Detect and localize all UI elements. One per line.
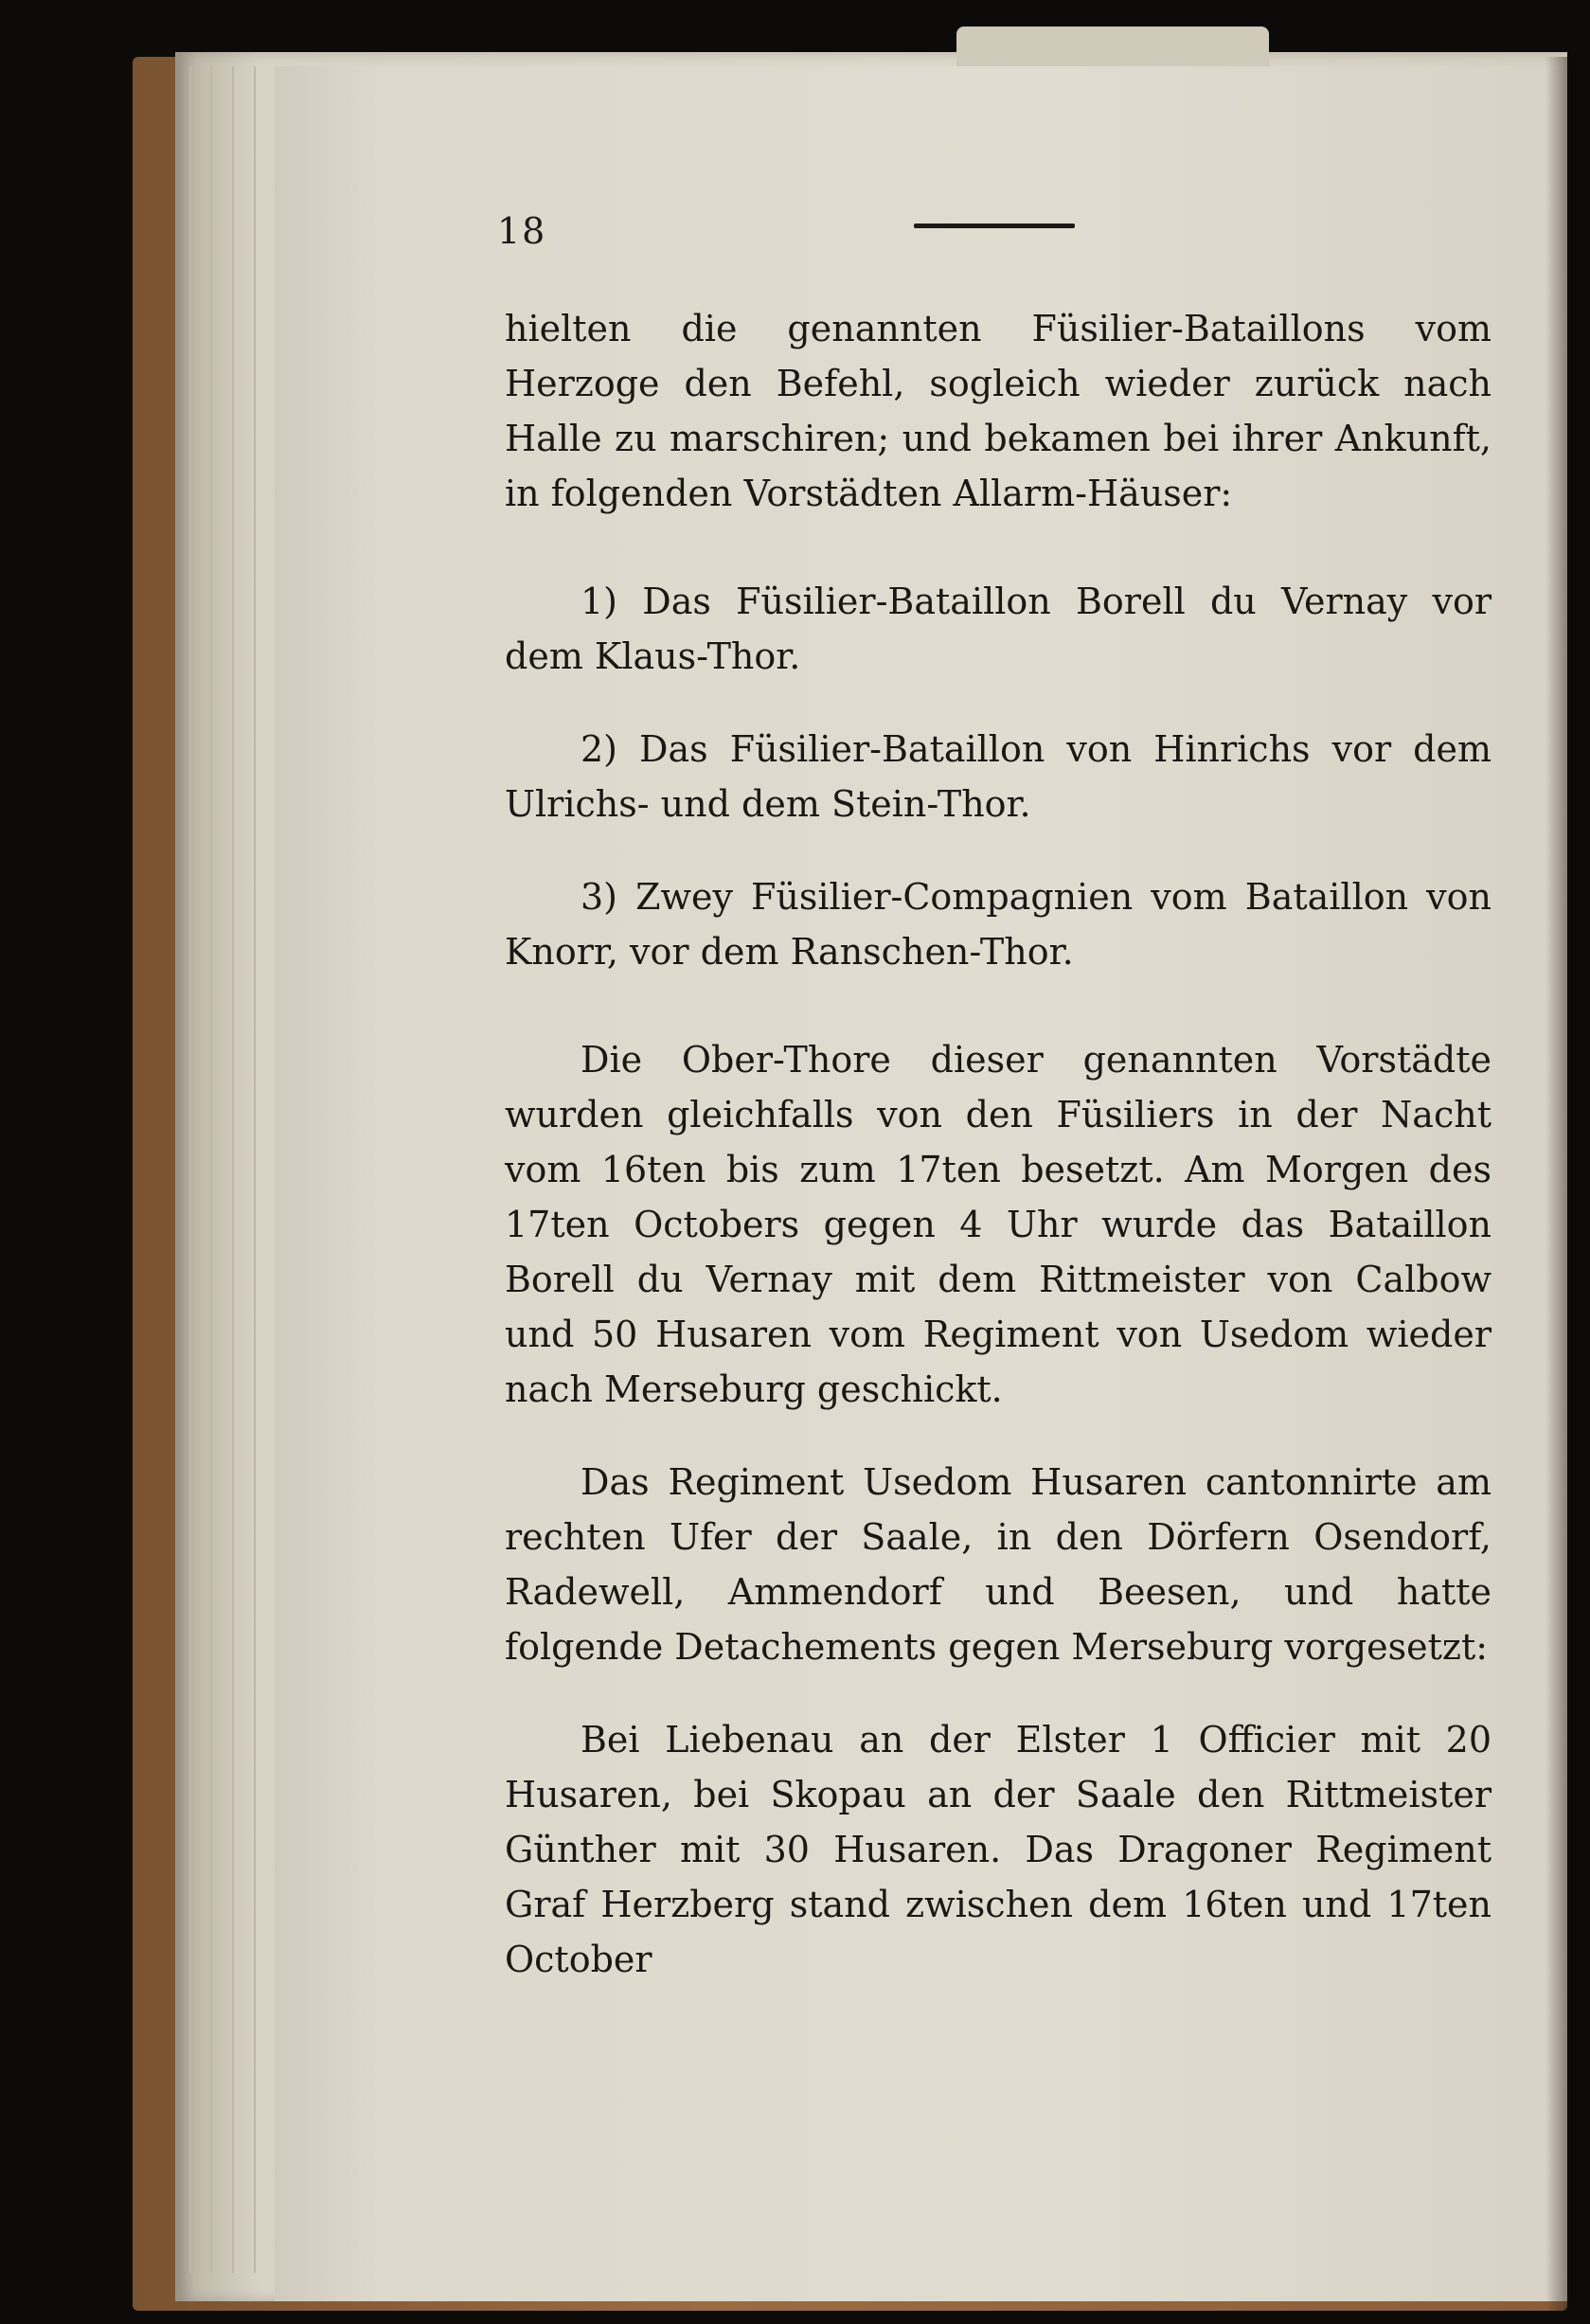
page-number: 18 [497,210,547,252]
list-item: 1) Das Füsilier-Bataillon Borell du Vernay vor dem Klaus-Thor. [505,581,1492,677]
bookmark-tab [956,27,1269,66]
paragraph: Das Regiment Usedom Husaren cantonnirte am rechten Ufer der Saale, in den Dörfern Osendorf, Radewell, Ammendorf und Beesen, und hatte folgende Detachements gegen Merseburg vorgesetzt: [505,1461,1492,1668]
spine-shadow [1545,57,1567,2311]
header-rule [914,223,1075,228]
paragraph: Bei Liebenau an der Elster 1 Officier mit 20 Husaren, bei Skopau an der Saale den Rittmeister Günther mit 30 Husaren. Das Dragoner Regiment Graf Herzberg stand zwischen dem 16ten und 17ten October [505,1719,1492,1980]
page-edge [189,66,191,2273]
body-text [505,301,1492,1987]
list-item: 3) Zwey Füsilier-Compagnien vom Bataillon von Knorr, vor dem Ranschen-Thor. [505,876,1492,973]
page-edge [254,66,256,2273]
page-edge [232,66,234,2273]
paragraph: Die Ober-Thore dieser genannten Vorstädte wurden gleichfalls von den Füsiliers in der Nacht vom 16ten bis zum 17ten besetzt. Am Morgen des 17ten Octobers gegen 4 Uhr wurde das Bataillon Borell du Vernay mit dem Rittmeister von Calbow und 50 Husaren vom Regiment von Usedom wieder nach Merseburg geschickt. [505,1039,1492,1410]
paragraph: hielten die genannten Füsilier-Bataillons vom Herzoge den Befehl, sogleich wieder zurück nach Halle zu marschiren; und bekamen bei ihrer Ankunft, in folgenden Vorstädten Allarm-Häuser: [505,308,1492,514]
page-edge [210,66,212,2273]
list-item: 2) Das Füsilier-Bataillon von Hinrichs vor dem Ulrichs- und dem Stein-Thor. [505,728,1492,825]
